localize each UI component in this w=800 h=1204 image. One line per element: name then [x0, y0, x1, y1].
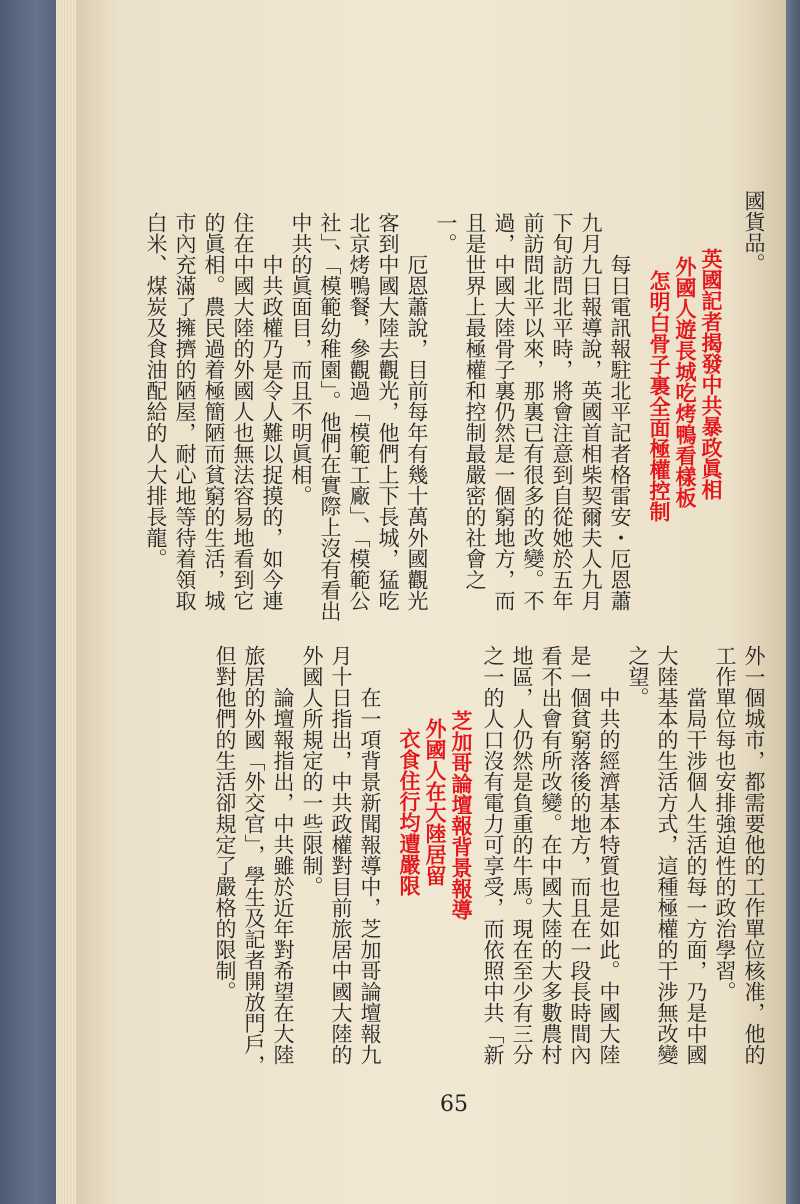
paragraph: 論壇報指出，中共雖於近年對希望在大陸旅居的外國「外交官」，學生及記者開放門戶，但對他們的生活卻規定了嚴格的限制。 — [213, 645, 295, 1076]
top-headline-line-3: 怎明白骨子裏全面極權控制 — [647, 270, 671, 522]
bottom-headline-line-2: 外國人在大陸居留 — [423, 718, 447, 886]
continuation-text: 外一個城市，都需要他的工作單位核准，他的工作單位每也安排強迫性的政治學習。 — [713, 645, 766, 1065]
paragraph: 在一項背景新聞報導中，芝加哥論壇報九月十日指出，中共政權對目前旅居中國大陸的外國人所規定的一些限制。 — [300, 645, 382, 1065]
bottom-headline-line-3: 衣食住行均遭嚴限 — [397, 728, 421, 896]
bottom-article-right — [478, 645, 768, 1085]
top-article-body — [144, 212, 634, 630]
top-headline-line-1: 英國記者揭發中共暴政眞相 — [699, 248, 723, 500]
page-edges — [56, 0, 78, 1204]
top-headline — [640, 248, 724, 578]
page-number: 65 — [440, 1092, 468, 1117]
paragraph: 當局干涉個人生活的每一方面，乃是中國大陸基本的生活方式，這種極權的干涉無改變之望。 — [626, 645, 708, 1065]
book-page — [76, 0, 786, 1204]
paragraph: 中共政權乃是令人難以捉摸的，如今連住在中國大陸的外國人也無法容易地看到它的眞相。農民過着極簡陋而貧窮的生活，城市內充滿了擁擠的陋屋，耐心地等待着領取白米、煤炭及食油配給的人大排長龍。 — [144, 212, 284, 611]
top-lead-text: 國貨品。 — [742, 190, 766, 274]
paragraph: 中共的經濟基本特質也是如此。中國大陸是一個貧窮落後的地方，而且在一段長時間內看不出會有所改變。在中國大陸的大多數農村地區，人仍然是負重的牛馬。現在至少有三分之一的人口沒有電力可享受，而依照中共「新 — [481, 645, 621, 1065]
book-cover-right — [786, 0, 800, 1204]
paragraph: 厄恩蕭說，目前每年有幾十萬外國觀光客到中國大陸去觀光，他們上下長城，猛吃北京烤鴨餐，參觀過「模範工廠」、「模範公社」、「模範幼稚園」。他們在實際上沒有看出中共的眞面目，而且不明眞相。 — [289, 212, 429, 622]
bottom-headline-line-1: 芝加哥論壇報背景報導 — [449, 710, 473, 920]
paragraph: 每日電訊報駐北平記者格雷安・厄恩蕭九月九日報導說，英國首相柴契爾夫人九月下旬訪問北平時，將會注意到自從她於五年前訪問北平以來，那裏已有很多的改變。不過，中國大陸骨子裏仍然是一個窮地方，而且是世界上最極權和控制最嚴密的社會之一。 — [434, 212, 632, 611]
top-headline-line-2: 外國人遊長城吃烤鴨看樣板 — [673, 256, 697, 508]
bottom-headline — [390, 710, 474, 950]
book-cover-left — [0, 0, 60, 1204]
bottom-article-left — [184, 645, 384, 1085]
